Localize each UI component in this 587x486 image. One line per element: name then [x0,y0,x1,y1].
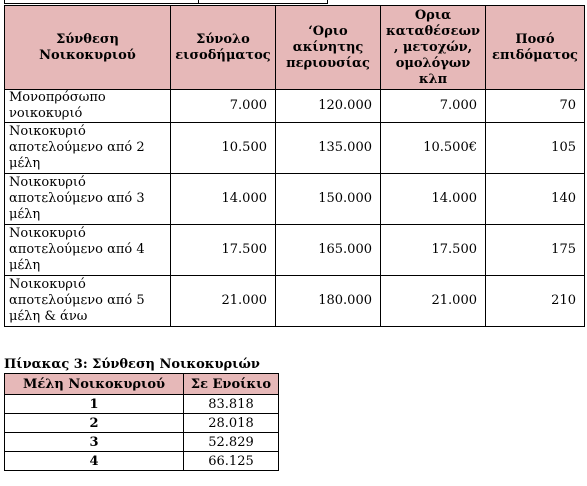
household-composition-table [4,373,279,471]
property-limit-cell: 150.000 [276,174,381,225]
table-caption: Πίνακας 3: Σύνθεση Νοικοκυριών [4,357,260,372]
table-row [5,395,279,414]
deposits-limit-cell: 21.000 [381,276,486,327]
header-household-composition: Σύνθεση Νοικοκυριού [5,6,171,90]
table-row [5,90,585,123]
property-limit-cell: 180.000 [276,276,381,327]
table-header-row [5,6,585,90]
household-members-cell: 4 [5,452,184,471]
deposits-limit-cell: 7.000 [381,90,486,123]
allowance-amount-cell: 140 [486,174,585,225]
allowance-criteria-table [4,5,585,327]
property-limit-cell: 135.000 [276,123,381,174]
renting-count-cell: 83.818 [184,395,279,414]
table-row [5,123,585,174]
header-household-members: Μέλη Νοικοκυριού [5,374,184,395]
table-row [5,276,585,327]
property-limit-cell: 120.000 [276,90,381,123]
renting-count-cell: 52.829 [184,433,279,452]
total-income-cell: 7.000 [171,90,276,123]
household-composition-cell: Νοικοκυριό αποτελούμενο από 4 μέλη [5,225,171,276]
household-members-cell: 2 [5,414,184,433]
table-row [5,433,279,452]
total-income-cell: 17.500 [171,225,276,276]
allowance-amount-cell: 210 [486,276,585,327]
header-allowance-amount: Ποσό επιδόματος [486,6,585,90]
property-limit-cell: 165.000 [276,225,381,276]
allowance-amount-cell: 175 [486,225,585,276]
table-row [5,174,585,225]
allowance-amount-cell: 70 [486,90,585,123]
table-row [5,414,279,433]
renting-count-cell: 28.018 [184,414,279,433]
table-header-row [5,374,279,395]
household-composition-cell: Νοικοκυριό αποτελούμενο από 3 μέλη [5,174,171,225]
renting-count-cell: 66.125 [184,452,279,471]
household-members-cell: 3 [5,433,184,452]
deposits-limit-cell: 17.500 [381,225,486,276]
table-row [5,452,279,471]
header-property-limit: ‘Οριο ακίνητης περιουσίας [276,6,381,90]
table-row [5,225,585,276]
deposits-limit-cell: 14.000 [381,174,486,225]
household-members-cell: 1 [5,395,184,414]
allowance-amount-cell: 105 [486,123,585,174]
deposits-limit-cell: 10.500€ [381,123,486,174]
total-income-cell: 14.000 [171,174,276,225]
header-renting: Σε Ενοίκιο [184,374,279,395]
total-income-cell: 10.500 [171,123,276,174]
previous-table-fragment [4,0,328,4]
household-composition-cell: Νοικοκυριό αποτελούμενο από 2 μέλη [5,123,171,174]
header-total-income: Σύνολο εισοδήματος [171,6,276,90]
header-deposits-limit: Ορια καταθέσεων , μετοχών, ομολόγων κλπ [381,6,486,90]
household-composition-cell: Μονοπρόσωπο νοικοκυριό [5,90,171,123]
total-income-cell: 21.000 [171,276,276,327]
household-composition-cell: Νοικοκυριό αποτελούμενο από 5 μέλη & άνω [5,276,171,327]
